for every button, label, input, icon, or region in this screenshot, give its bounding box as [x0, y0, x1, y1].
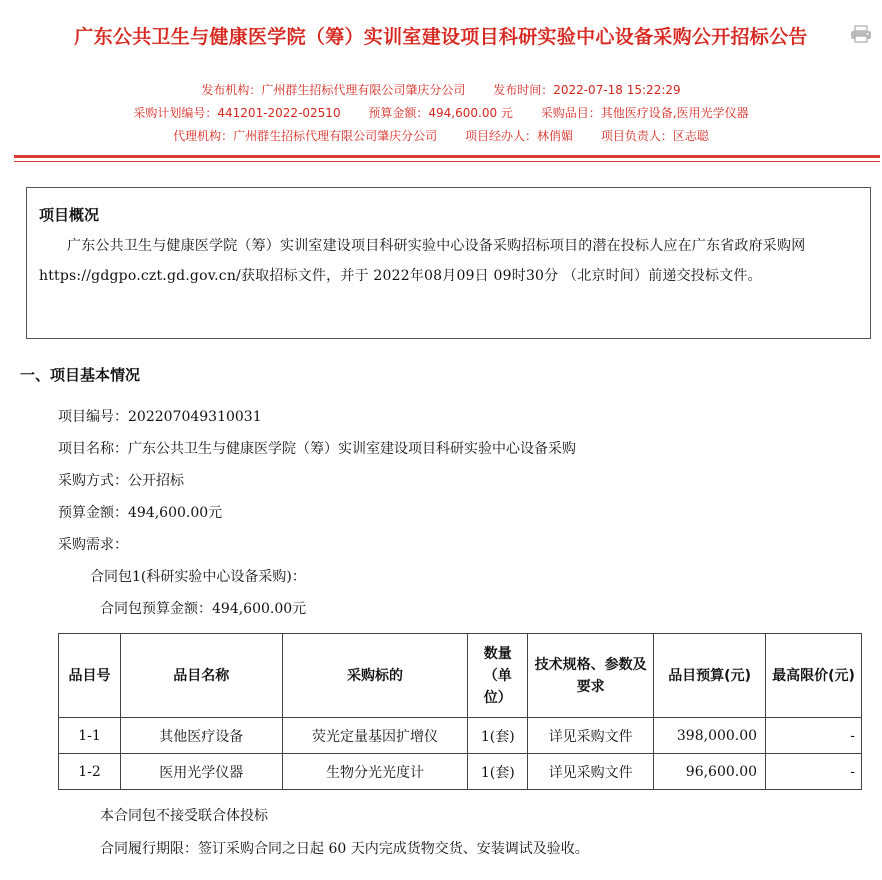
procurement-method: 采购方式：公开招标 [58, 473, 184, 489]
col-header-budget: 品目预算(元) [654, 634, 766, 718]
cell-no: 1-2 [59, 754, 121, 790]
cell-spec: 详见采购文件 [528, 718, 654, 754]
col-header-spec: 技术规格、参数及要求 [528, 634, 654, 718]
meta-row-agency [0, 127, 882, 144]
cell-qty: 1(套) [468, 718, 528, 754]
budget-amount: 预算金额：494,600.00元 [58, 505, 223, 521]
manager-text: 项目负责人：区志聪 [600, 129, 709, 143]
overview-heading: 项目概况 [39, 206, 100, 224]
agency-text: 代理机构：广州群生招标代理有限公司肇庆分公司 [173, 129, 438, 143]
table-header-row [59, 634, 862, 718]
col-header-target: 采购标的 [282, 634, 468, 718]
publish-time-text: 发布时间：2022-07-18 15:22:29 [493, 83, 681, 97]
procurement-demand: 采购需求： [58, 537, 128, 553]
overview-box [26, 187, 871, 339]
cell-name: 其他医疗设备 [120, 718, 282, 754]
header-divider-thick [14, 155, 880, 158]
publisher-text: 发布机构：广州群生招标代理有限公司肇庆分公司 [201, 83, 466, 97]
col-header-max-price: 最高限价(元) [766, 634, 862, 718]
budget-text: 预算金额：494,600.00 元 [368, 106, 513, 120]
meta-row-publish [0, 81, 882, 98]
overview-body: 广东公共卫生与健康医学院（筹）实训室建设项目科研实验中心设备采购招标项目的潜在投标人应在广东省政府采购网https://gdgpo.czt.gd.gov.cn/获取招标文件，并于 2022年08月09日 09时30分 （北京时间）前递交投标文件。 [39, 238, 806, 284]
page-title: 广东公共卫生与健康医学院（筹）实训室建设项目科研实验中心设备采购公开招标公告 [74, 26, 808, 48]
joint-bid-note: 本合同包不接受联合体投标 [100, 808, 268, 824]
section-heading-basic-info: 一、项目基本情况 [20, 366, 141, 384]
col-header-no: 品目号 [59, 634, 121, 718]
cell-name: 医用光学仪器 [120, 754, 282, 790]
cell-no: 1-1 [59, 718, 121, 754]
cell-max-price: - [766, 718, 862, 754]
cell-qty: 1(套) [468, 754, 528, 790]
col-header-qty: 数量（单位） [468, 634, 528, 718]
cell-budget: 96,600.00 [654, 754, 766, 790]
cell-max-price: - [766, 754, 862, 790]
cell-target: 荧光定量基因扩增仪 [282, 718, 468, 754]
cell-budget: 398,000.00 [654, 718, 766, 754]
items-table [58, 633, 862, 790]
table-row [59, 754, 862, 790]
contract-package-budget: 合同包预算金额：494,600.00元 [100, 601, 307, 617]
printer-icon[interactable] [850, 25, 872, 43]
category-text: 采购品目：其他医疗设备,医用光学仪器 [540, 106, 749, 120]
header-divider-thin [14, 161, 880, 162]
handler-text: 项目经办人：林俏媚 [464, 129, 573, 143]
project-name: 项目名称：广东公共卫生与健康医学院（筹）实训室建设项目科研实验中心设备采购 [58, 441, 576, 457]
project-no: 项目编号：202207049310031 [58, 409, 262, 425]
contract-package: 合同包1(科研实验中心设备采购)： [90, 569, 306, 585]
cell-spec: 详见采购文件 [528, 754, 654, 790]
meta-row-plan [0, 104, 882, 121]
col-header-name: 品目名称 [120, 634, 282, 718]
cell-target: 生物分光光度计 [282, 754, 468, 790]
table-row [59, 718, 862, 754]
plan-no-text: 采购计划编号：441201-2022-02510 [133, 106, 341, 120]
contract-period-note: 合同履行期限：签订采购合同之日起 60 天内完成货物交货、安装调试及验收。 [100, 841, 589, 857]
